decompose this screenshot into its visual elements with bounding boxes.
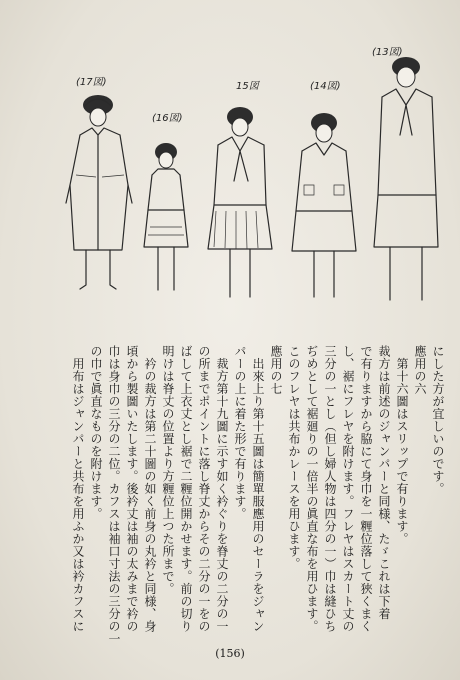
text-column: の所までポイントに落し脊丈からその二分の一をの: [197, 345, 211, 633]
figure-17-coat: [66, 95, 132, 289]
text-column: 第十六圖はスリップで有ります。: [395, 345, 409, 545]
figure-label: (16図): [152, 113, 183, 124]
figure-15-sailor: [208, 107, 272, 297]
text-column: にした方が宜しいのです。: [431, 345, 445, 495]
figure-16-child: [144, 143, 188, 290]
text-column: の巾で眞直なものを附けます。: [89, 345, 103, 520]
text-column: パーの上に着た形で有ります。: [233, 345, 247, 520]
text-column: し、裾にフレヤを附けます。フレヤはスカート丈の: [341, 345, 355, 633]
figure-label: 15図: [236, 81, 259, 92]
text-column: 衿の裁方は第二十圖の如く前身の丸衿と同様、身: [143, 345, 157, 633]
text-column: 用布はジャンパーと共布を用ふか又は衿カフスに: [71, 345, 85, 633]
text-column: ばして上衣丈とし裾で二糎位開かせます。前の切り: [179, 345, 193, 633]
text-column: このフレヤは共布かレースを用ひます。: [287, 345, 301, 570]
text-column: 裁方第十九圖に示す如く衿ぐりを脊丈の二分の一: [215, 345, 229, 633]
text-column: 巾は身巾の三分の二位。カフスは袖口寸法の三分の一: [107, 345, 121, 645]
fashion-illustration: [40, 35, 450, 335]
text-column: ぢめとして裾廻りの一倍半の眞直な布を用ひます。: [305, 345, 319, 633]
text-column: 裁方は前述のジャンパーと同様、たゞこれは下着: [377, 345, 391, 620]
body-text: [52, 345, 447, 645]
figure-label: (14図): [310, 81, 341, 92]
figure-label: (17図): [76, 77, 107, 88]
text-column: 出來上り第十五圖は簡單服應用のセーラをジャン: [251, 345, 265, 633]
text-column: 頃から製圖いたします。後衿丈は袖の太みまで衿の: [125, 345, 139, 633]
text-column: 明けは脊丈の位置より方糎位上つた所まで。: [161, 345, 175, 595]
figure-13-tall: [374, 57, 438, 300]
page-number: (156): [215, 647, 245, 660]
figure-label: (13図): [372, 47, 403, 58]
section-heading: 應用の七: [269, 345, 283, 395]
section-heading: 應用の六: [413, 345, 427, 395]
text-column: で有りますから脇にて身巾を一糎位落して狹くまく: [359, 345, 373, 633]
text-column: 三分の一とし（但し婦人物は四分の一）巾は縫ひち: [323, 345, 337, 633]
figure-14-jumper: [292, 113, 356, 297]
